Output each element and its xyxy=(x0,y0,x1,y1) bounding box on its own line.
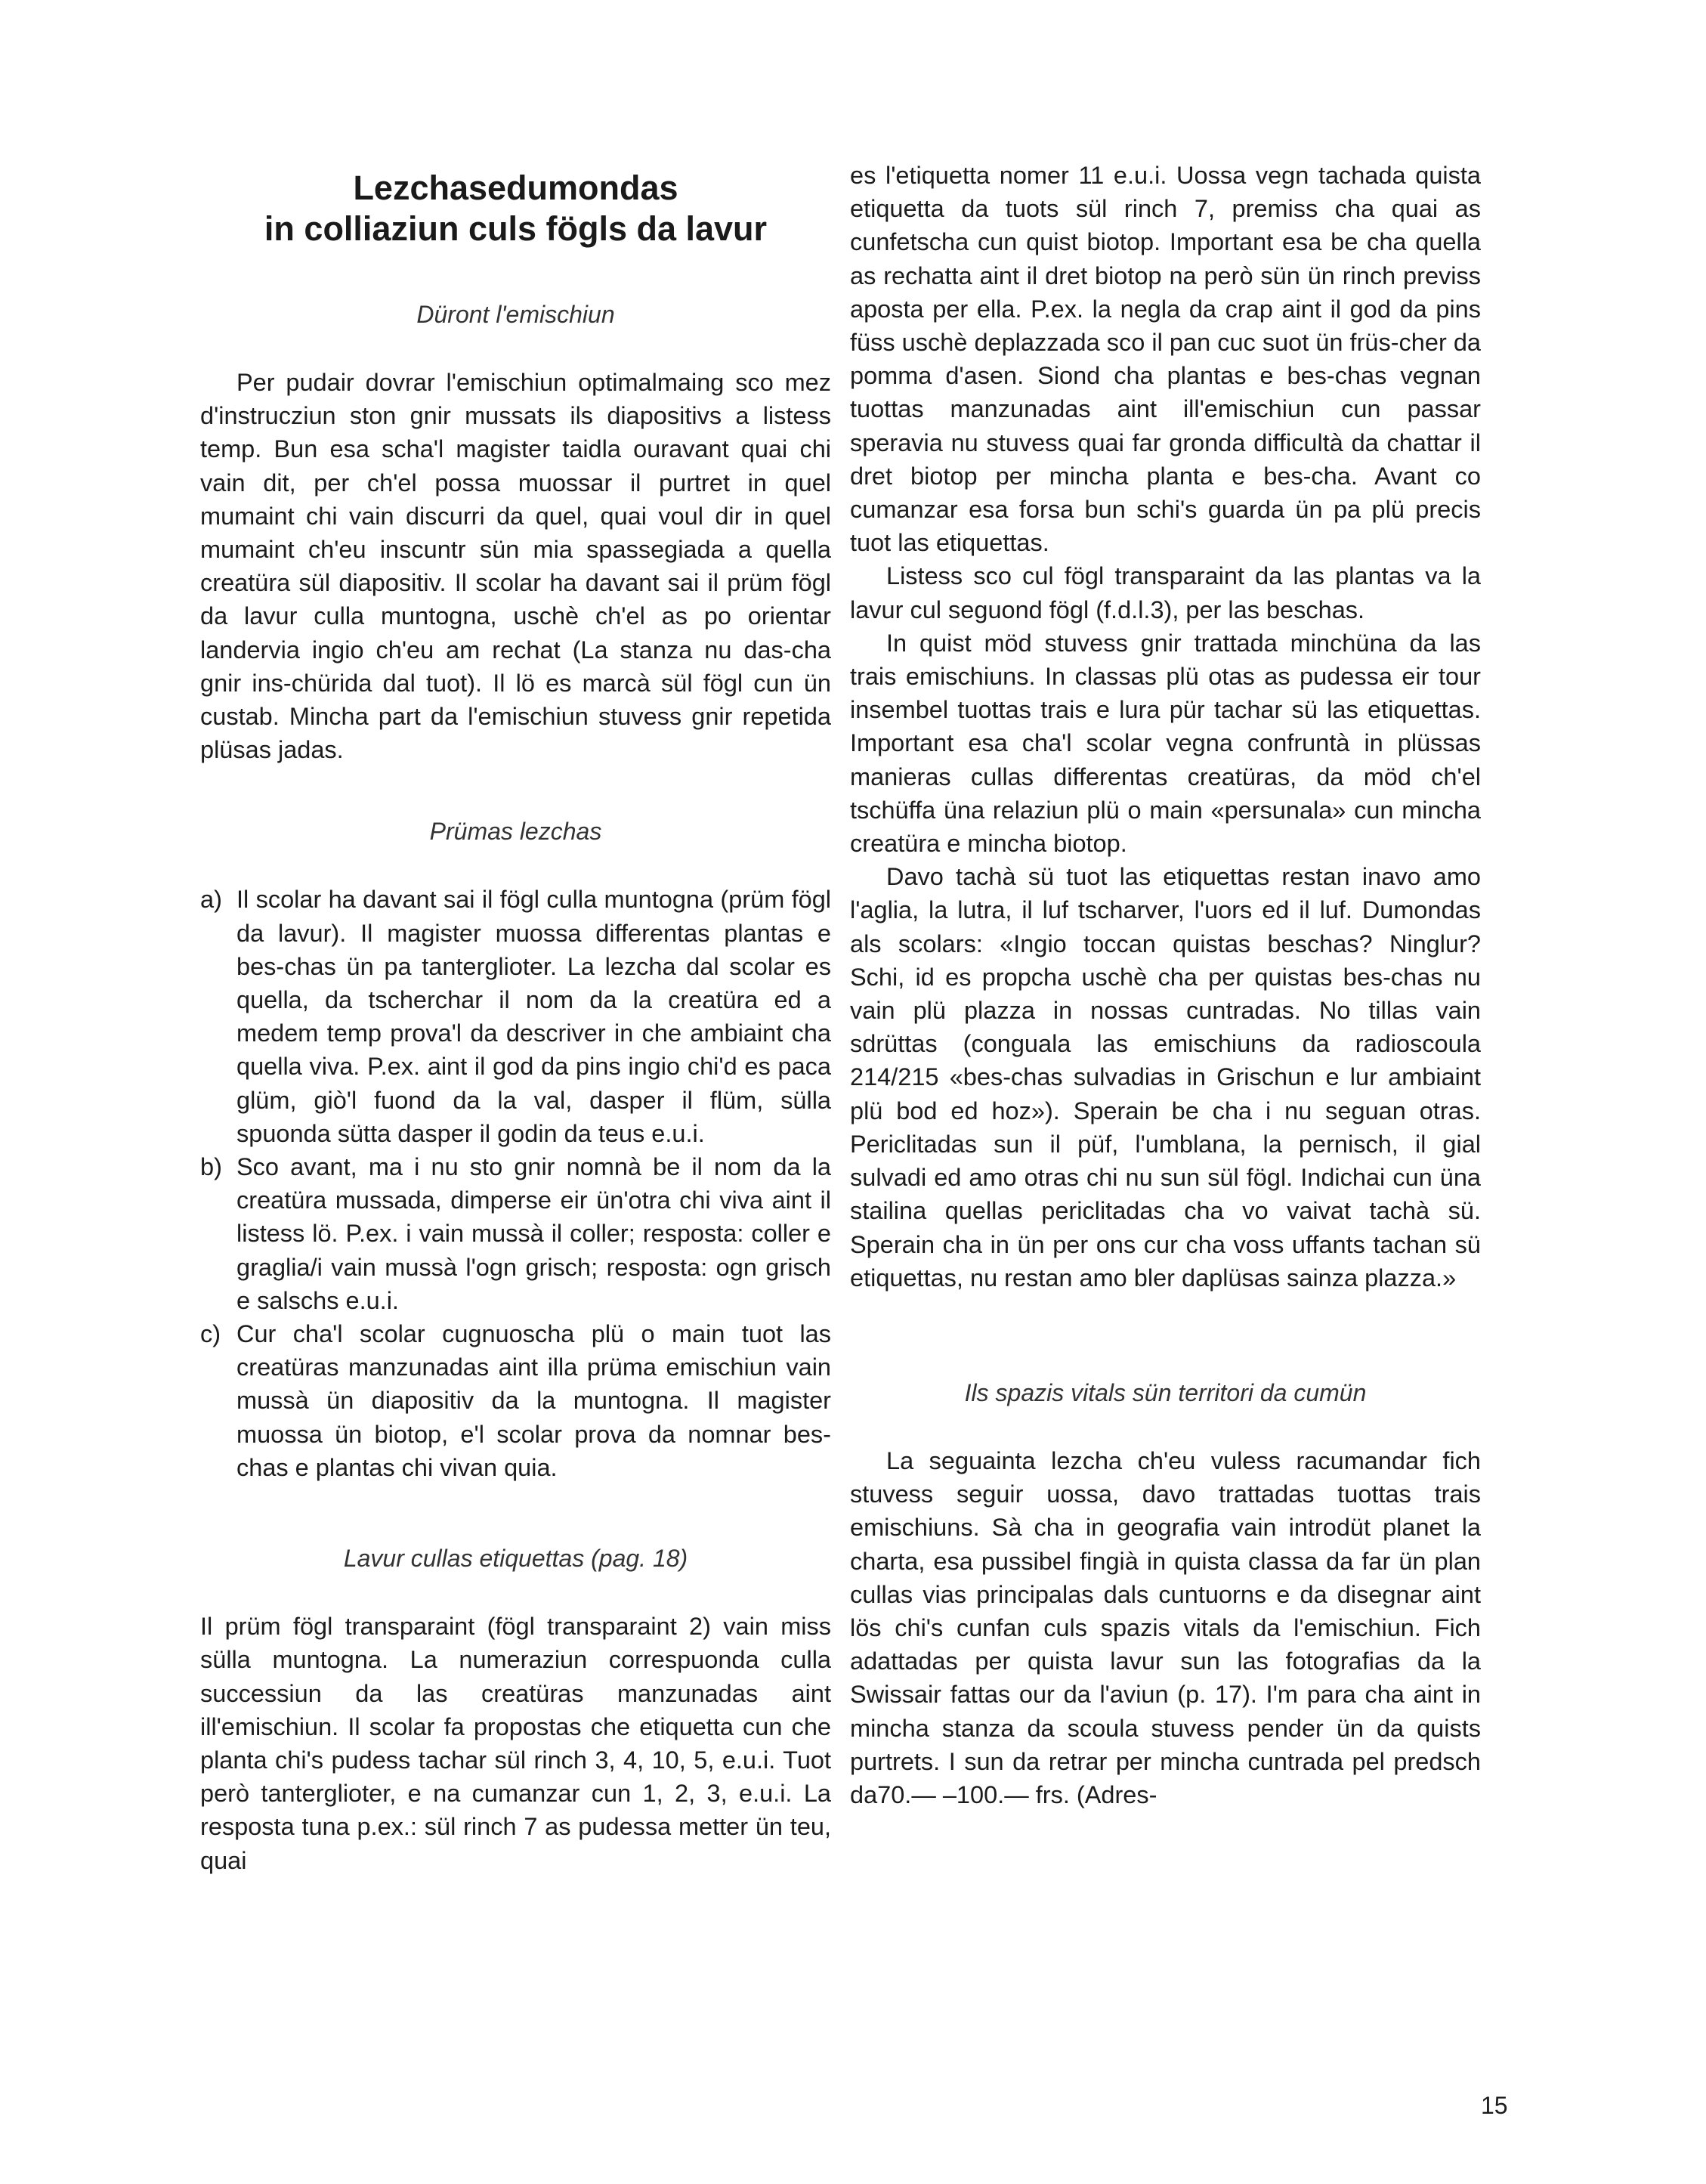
subheading-labels-work: Lavur cullas etiquettas (pag. 18) xyxy=(343,1545,688,1573)
subheading-first-tasks: Prümas lezchas xyxy=(429,818,602,846)
subheading-living-spaces: Ils spazis vitals sün territori da cumün xyxy=(964,1378,1367,1406)
page-title xyxy=(200,168,831,249)
task-list xyxy=(200,883,831,1484)
paragraph: es l'etiquetta nomer 11 e.u.i. Uossa vegn tachada quista etiquetta da tuots sül rinch 7, premiss cha quai as cunfetscha cun quist biotop. Important esa be cha quella as rechatta aint il dret biotop na però sün ün rinch previss aposta per ella. P.ex. la negla da crap aint il god da pins füss uschè deplazzada sco il pan cuc suot ün früs-cher da pomma d'asen. Siond cha plantas e bes-chas vegnan tuottas manzunadas aint ill'emischiun cun passar speravia nu stuvess quai far gronda difficultà da chattar il dret biotop per mincha planta e bes-cha. Avant co cumanzar esa forsa bun schi's guarda ün pa plü precis tuot las etiquettas. xyxy=(850,162,1481,557)
paragraph: Per pudair dovrar l'emischiun optimalmaing sco mez d'instrucziun ston gnir mussats ils diapositivs a listess temp. Bun esa scha'l magister taidla ouravant quai chi vain dit, per ch'el possa muossar il purtret in quel mumaint chi vain discurri da quel, quai voul dir in quel mumaint ch'eu inscuntr sün mia spassegiada a quella creatüra sül diapositiv. Il scolar ha davant sai il prüm fögl da lavur culla muntogna, uschè ch'el as po orientar landervia ingio ch'eu am rechat (La stanza nu das-cha gnir ins-chürida dal tuot). Il lö es marcà sül fögl cun ün custab. Mincha part da l'emischiun stuvess gnir repetida plüsas jadas. xyxy=(200,369,831,764)
title-line-1: Lezchasedumondas xyxy=(353,169,678,207)
paragraph: In quist möd stuvess gnir trattada minchüna da las trais emischiuns. In classas plü otas as pudessa eir tour insembel tuottas trais e lura pür tachar sü las etiquettas. Important esa cha'l scolar vegna confruntà in plüssas manieras cullas differentas creatüras, da möd ch'el tschüffa üna relaziun plü o main «persunala» cun mincha creatüra e mincha biotop. xyxy=(850,629,1481,858)
paragraph: Davo tachà sü tuot las etiquettas restan inavo amo l'aglia, la lutra, il luf tscharver, l'uors ed il luf. Dumondas als scolars: «Ingio toccan quistas beschas? Ninglur? Schi, id es propcha uschè cha per quistas bes-chas nu vain plü plazza in nossas cuntradas. No tillas vain sdrüttas (conguala las emischiuns da radioscoula 214/215 «bes-chas sulvadias in Grischun e lur ambiaint plü bod ed hoz»). Sperain be cha i nu seguan otras. Periclitadas sun il püf, l'umblana, la pernisch, il gial sulvadi ed amo otras chi nu sun sül fögl. Indichai cun üna stailina quellas periclitadas cha vo vaivat tachà sü. Sperain cha in ün per ons cur cha voss uffants tachan sü etiquettas, nu restan amo bler daplüsas sainza plazza.» xyxy=(850,863,1481,1292)
paragraph: Listess sco cul fögl transparaint da las plantas va la lavur cul seguond fögl (f.d.l.3), per las beschas. xyxy=(850,562,1481,623)
subheading-during-broadcast: Düront l'emischiun xyxy=(416,301,615,328)
list-item xyxy=(200,1150,831,1317)
list-item xyxy=(200,883,831,1150)
list-marker: b) xyxy=(200,1153,222,1181)
list-marker: c) xyxy=(200,1320,221,1348)
page-number: 15 xyxy=(1481,2092,1508,2119)
paragraph: Il prüm fögl transparaint (fögl transparaint 2) vain miss sülla muntogna. La numeraziun correspuonda culla successiun da las creatüras manzunadas aint ill'emischiun. Il scolar fa propostas che etiquetta cun che planta chi's pudess tachar sül rinch 3, 4, 10, 5, e.u.i. Tuot però tanterglioter, e na cumanzar cun 1, 2, 3, e.u.i. La resposta tuna p.ex.: sül rinch 7 as pudessa metter ün teu, quai xyxy=(200,1613,831,1874)
list-item-text: Il scolar ha davant sai il fögl culla muntogna (prüm fögl da lavur). Il magister muossa differentas plantas e bes-chas ün pa tanterglioter. La lezcha dal scolar es quella, da tscherchar il nom da la creatüra ed a medem temp prova'l da descriver in che ambiaint cha quella viva. P.ex. aint il god da pins ingio chi'd es paca glüm, giò'l fuond da la val, dasper il flüm, sülla spuonda sütta dasper il godin da teus e.u.i. xyxy=(236,886,831,1147)
left-column xyxy=(200,159,831,1877)
list-marker: a) xyxy=(200,886,222,914)
list-item-text: Sco avant, ma i nu sto gnir nomnà be il nom da la creatüra mussada, dimperse eir ün'otra chi viva aint il listess lö. P.ex. i vain mussà il coller; resposta: coller e graglia/i vain mussà l'ogn grisch; resposta: ogn grisch e salschs e.u.i. xyxy=(236,1153,831,1314)
list-item xyxy=(200,1317,831,1484)
paragraph: La seguainta lezcha ch'eu vuless racumandar fich stuvess seguir uossa, davo trattadas tuottas trais emischiuns. Sà cha in geografia vain introdüt planet la charta, esa pussibel fingià in quista classa da far ün plan cullas vias principalas dals cuntuorns e da disegnar aint lös chi's cunfan culs spazis vitals da l'emischiun. Fich adattadas per quista lavur sun las fotografias da la Swissair fattas our da l'aviun (p. 17). I'm para cha aint in mincha stanza da scoula stuvess pender ün da quists purtrets. I sun da retrar per mincha cuntrada pel predsch da70.— –100.— frs. (Adres- xyxy=(850,1446,1481,1808)
list-item-text: Cur cha'l scolar cugnuoscha plü o main tuot las creatüras manzunadas aint illa prüma emischiun vain mussà ün diapositiv da la muntogna. Il magister muossa ün biotop, e'l scolar prova da nomnar bes-chas e plantas chi vivan quia. xyxy=(236,1320,831,1481)
title-line-2: in colliaziun culs fögls da lavur xyxy=(264,209,768,248)
right-column xyxy=(850,159,1481,1811)
